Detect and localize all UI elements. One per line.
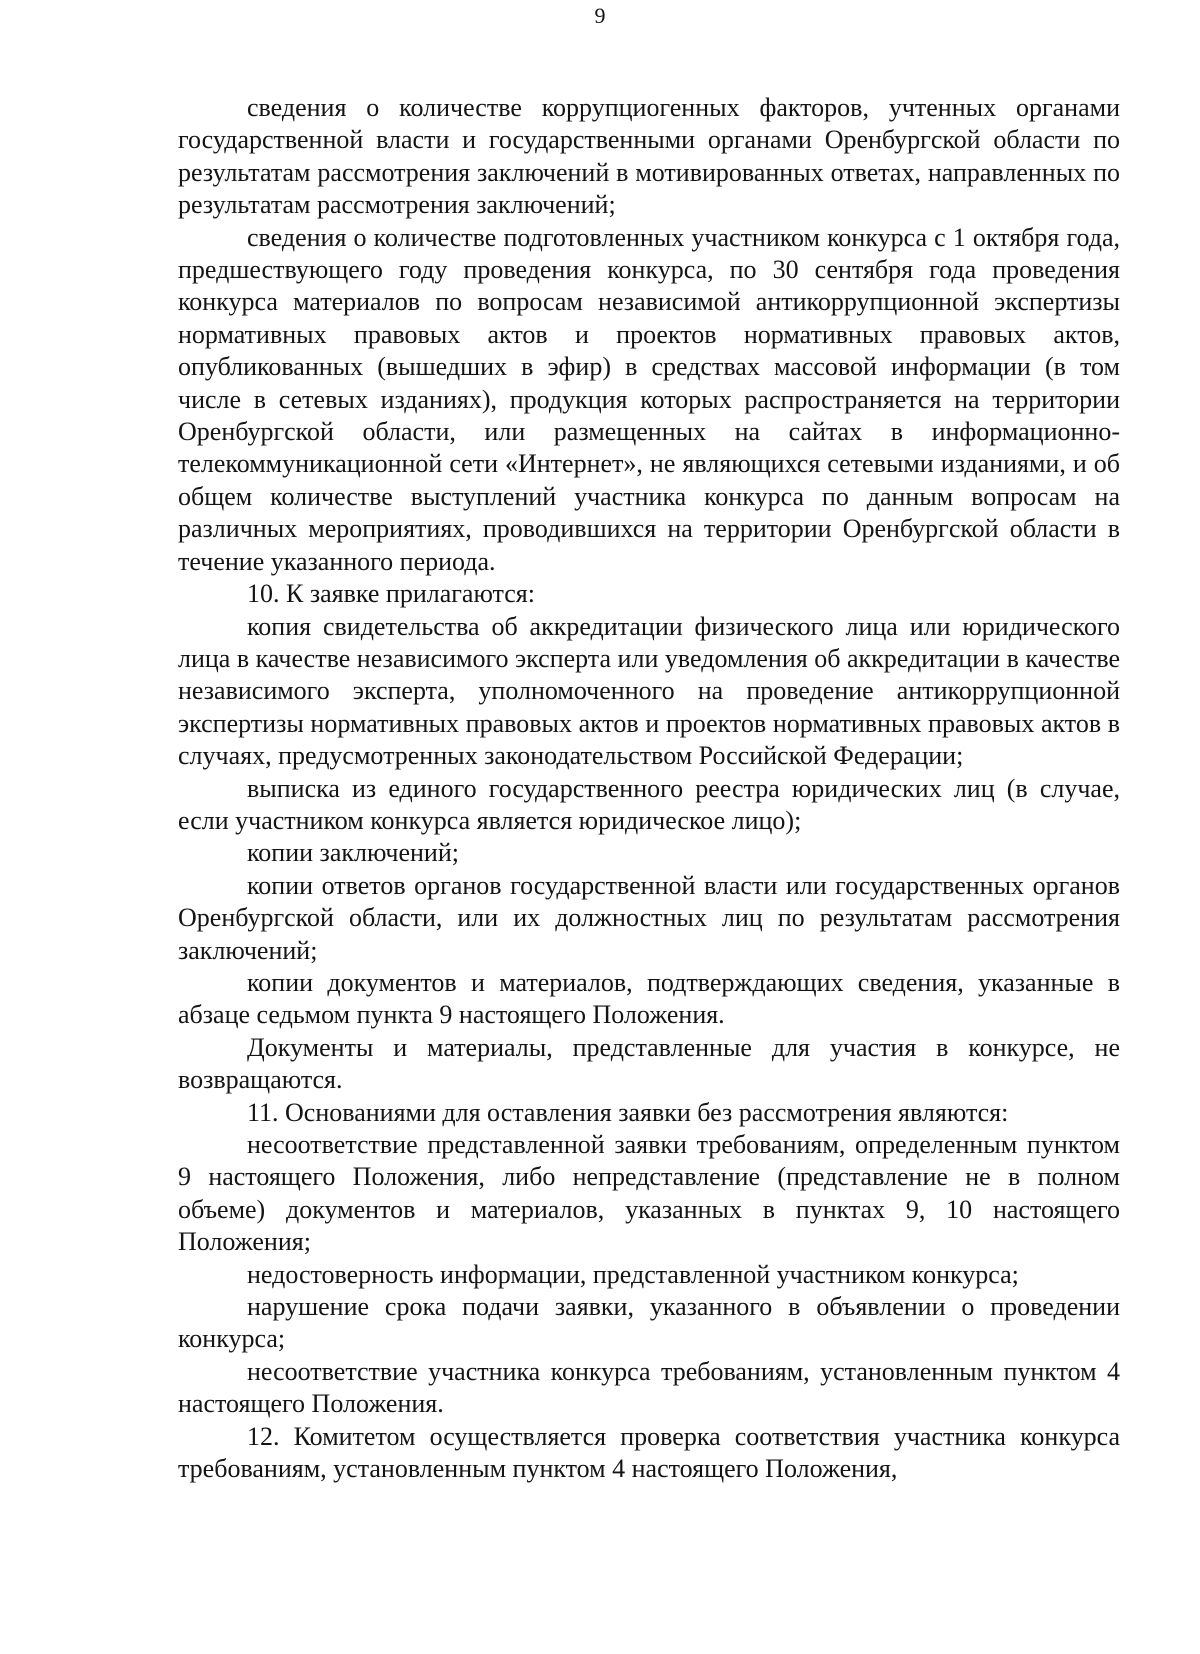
paragraph: 10. К заявке прилагаются: (247, 579, 535, 609)
paragraph: недостоверность информации, представленной участником конкурса; (247, 1259, 1019, 1289)
paragraph: копия свидетельства об аккредитации физического лица или юридического лица в качестве независимого эксперта или уведомления об аккредитации в качестве независимого эксперта, уполномоченного на проведение антикоррупционной экспертизы нормативных правовых актов и проектов нормативных правовых актов в случаях, предусмотренных законодательством Российской Федерации; (178, 611, 1120, 771)
paragraph: нарушение срока подачи заявки, указанного в объявлении о проведении конкурса; (178, 1292, 1120, 1354)
paragraph: сведения о количестве коррупциогенных факторов, учтенных органами государственной власти и государственными органами Оренбургской области по результатам рассмотрения заключений в мотивированных ответах, направленных по результатам рассмотрения заключений; (178, 93, 1120, 220)
page-number: 9 (594, 3, 606, 28)
paragraph: сведения о количестве подготовленных участником конкурса с 1 октября года, предшествующего году проведения конкурса, по 30 сентября года проведения конкурса материалов по вопросам независимой антикоррупционной экспертизы нормативных правовых актов и проектов нормативных правовых актов, опубликованных (вышедших в эфир) в средствах массовой информации (в том числе в сетевых изданиях), продукция которых распространяется на территории Оренбургской области, или размещенных на сайтах в информационно-телекоммуникационной сети «Интернет», не являющихся сетевыми изданиями, и об общем количестве выступлений участника конкурса по данным вопросам на различных мероприятиях, проводившихся на территории Оренбургской области в течение указанного периода. (178, 222, 1120, 576)
document-body (178, 92, 1120, 1485)
paragraph: копии ответов органов государственной власти или государственных органов Оренбургской области, или их должностных лиц по результатам рассмотрения заключений; (178, 870, 1120, 965)
paragraph: несоответствие представленной заявки требованиям, определенным пунктом 9 настоящего Положения, либо непредставление (представление не в полном объеме) документов и материалов, указанных в пунктах 9, 10 настоящего Положения; (178, 1130, 1120, 1257)
paragraph: Документы и материалы, представленные для участия в конкурсе, не возвращаются. (178, 1032, 1120, 1095)
paragraph: 12. Комитетом осуществляется проверка соответствия участника конкурса требованиям, установленным пунктом 4 настоящего Положения, (178, 1421, 1120, 1484)
paragraph: копии документов и материалов, подтверждающих сведения, указанные в абзаце седьмом пункта 9 настоящего Положения. (178, 967, 1120, 1030)
paragraph: копии заключений; (247, 838, 459, 868)
paragraph: 11. Основаниями для оставления заявки без рассмотрения являются: (247, 1097, 1009, 1127)
paragraph: несоответствие участника конкурса требованиям, установленным пунктом 4 настоящего Положения. (178, 1356, 1120, 1419)
paragraph: выписка из единого государственного реестра юридических лиц (в случае, если участником конкурса является юридическое лицо); (178, 773, 1120, 835)
